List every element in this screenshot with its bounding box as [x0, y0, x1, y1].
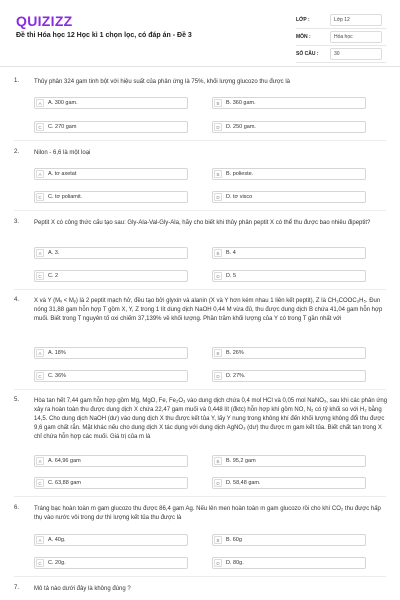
option-text: B. 60g [226, 537, 242, 543]
meta-label: SỐ CÂU : [296, 51, 319, 57]
question-text: Thủy phân 324 gam tinh bột với hiệu suất của phản ứng là 75%, khối lượng glucozo thu được là [34, 79, 291, 85]
question-divider [14, 140, 386, 141]
option-a[interactable] [34, 347, 188, 359]
option-b[interactable] [212, 455, 366, 467]
header-divider [0, 66, 400, 67]
question-divider [14, 496, 386, 497]
option-letter: C [36, 123, 44, 131]
class-field [330, 14, 382, 26]
option-a[interactable] [34, 168, 188, 180]
option-text: C. 270 gam [48, 124, 77, 130]
option-letter: D [214, 123, 222, 131]
option-text: D. 27%. [226, 373, 246, 379]
meta-label: MÔN : [296, 34, 311, 40]
option-d[interactable] [212, 191, 366, 203]
question-text: X và Y (Mₓ < Mᵧ) là 2 peptit mạch hở, đều tạo bởi glyxin và alanin (X và Y hơn kém nhau 1 liên kết peptit), Z là CH₃COOC₃H₅. Đun nóng 31,88 gam hỗn hợp T gồm X, Y, Z trong 1 lít dung dịch NaOH 0,44 M vừa đủ, thu được dung dịch B chứa 41,04 gam hỗn hợp muối. Biết trong T nguyên tố oxi chiếm 37,139% về khối lượng. Phần trăm khối lượng của Y có trong T gần nhất với [34, 298, 383, 322]
question-number: 4. [14, 297, 20, 303]
option-text: B. polieste. [226, 171, 254, 177]
option-d[interactable] [212, 477, 366, 489]
meta-value: 30 [334, 51, 340, 57]
option-letter: C [36, 193, 44, 201]
question-text: Nilon - 6,6 là một loại [34, 150, 91, 156]
option-letter: D [214, 272, 222, 280]
option-a[interactable] [34, 247, 188, 259]
meta-row-class [296, 12, 386, 29]
option-text: C. 63,88 gam [48, 480, 82, 486]
option-c[interactable] [34, 370, 188, 382]
option-letter: B [214, 249, 222, 257]
option-text: A. 18% [48, 350, 66, 356]
option-text: B. 4 [226, 250, 236, 256]
option-letter: C [36, 372, 44, 380]
meta-row-count [296, 46, 386, 63]
option-letter: A [36, 349, 44, 357]
option-letter: B [214, 536, 222, 544]
option-b[interactable] [212, 534, 366, 546]
option-b[interactable] [212, 97, 366, 109]
meta-label: LỚP : [296, 17, 310, 23]
option-letter: B [214, 170, 222, 178]
option-c[interactable] [34, 121, 188, 133]
option-a[interactable] [34, 534, 188, 546]
question-number: 6. [14, 505, 20, 511]
question-number: 2. [14, 149, 20, 155]
option-d[interactable] [212, 121, 366, 133]
option-d[interactable] [212, 557, 366, 569]
meta-value: Hóa học [334, 34, 353, 40]
option-letter: A [36, 536, 44, 544]
header [0, 0, 400, 64]
option-letter: A [36, 99, 44, 107]
option-text: B. 26% [226, 350, 244, 356]
subject-field [330, 31, 382, 43]
question-text: Hòa tan hết 7,44 gam hỗn hợp gồm Mg, MgO, Fe, Fe₂O₃ vào dung dịch chứa 0,4 mol HCl và 0,05 mol NaNO₃, sau khi các phản ứng xảy ra hoàn toàn thu được dung dịch X chứa 22,47 gam muối và 0,448 lít (đktc) hỗn hợp khí gồm NO, N₂ có tỷ khối so với H₂ bằng 14,5. Cho dung dịch NaOH (dư) vào dung dịch X thu được kết tủa Y, lấy Y nung trong không khí đến khối lượng không đổi thu được 9,6 gam chất rắn. Mặt khác nếu cho dung dịch X tác dụng với dung dịch AgNO₃ (dư) thu được m gam kết tủa. Biết chất tan trong X chỉ chứa hỗn hợp các muối. Giá trị của m là [34, 398, 388, 440]
meta-panel [296, 12, 386, 63]
option-letter: A [36, 457, 44, 465]
option-text: D. 58,48 gam. [226, 480, 261, 486]
question-number: 3. [14, 219, 20, 225]
option-letter: D [214, 479, 222, 487]
question-text: Mô tả nào dưới đây là không đúng ? [34, 586, 131, 592]
option-c[interactable] [34, 557, 188, 569]
option-c[interactable] [34, 477, 188, 489]
quizizz-logo: QUIZIZZ [16, 13, 73, 29]
option-text: C. 36% [48, 373, 67, 379]
meta-value: Lớp 12 [334, 17, 350, 23]
option-letter: B [214, 457, 222, 465]
question-count-field [330, 48, 382, 60]
question-text: Peptit X có công thức cấu tạo sau: Gly-Ala-Val-Gly-Ala, hãy cho biết khi thủy phân peptit X có thể thu được bao nhiêu đipeptit? [34, 220, 371, 226]
option-d[interactable] [212, 270, 366, 282]
question-number: 7. [14, 585, 20, 591]
option-b[interactable] [212, 247, 366, 259]
option-letter: A [36, 170, 44, 178]
question-number: 1. [14, 78, 20, 84]
option-letter: B [214, 349, 222, 357]
option-a[interactable] [34, 455, 188, 467]
page-title: Đề thi Hóa học 12 Học kì 1 chọn lọc, có đáp án - Đề 3 [16, 32, 192, 39]
option-c[interactable] [34, 191, 188, 203]
option-letter: D [214, 559, 222, 567]
question-divider [14, 289, 386, 290]
question-text: Tráng bạc hoàn toàn m gam glucozo thu được 86,4 gam Ag. Nếu lên men hoàn toàn m gam glucozo rồi cho khí CO₂ thu được hấp thụ vào nước vôi trong dư thì lượng kết tủa thu được là [34, 506, 381, 521]
option-b[interactable] [212, 168, 366, 180]
option-text: D. 250 gam. [226, 124, 256, 130]
question-divider [14, 389, 386, 390]
option-a[interactable] [34, 97, 188, 109]
option-text: C. tơ poliamit. [48, 194, 83, 200]
option-letter: B [214, 99, 222, 107]
option-text: D. tơ visco [226, 194, 253, 200]
option-text: B. 95,2 gam [226, 458, 256, 464]
question-number: 5. [14, 397, 20, 403]
option-text: B. 360 gam. [226, 100, 256, 106]
option-letter: A [36, 249, 44, 257]
option-letter: C [36, 272, 44, 280]
option-b[interactable] [212, 347, 366, 359]
option-text: A. 3. [48, 250, 60, 256]
option-letter: C [36, 479, 44, 487]
option-letter: D [214, 193, 222, 201]
question-divider [14, 210, 386, 211]
option-text: A. 64,96 gam [48, 458, 81, 464]
option-text: A. 40g. [48, 537, 66, 543]
option-letter: C [36, 559, 44, 567]
meta-row-subject [296, 29, 386, 46]
option-text: C. 20g. [48, 560, 66, 566]
option-text: D. 80g. [226, 560, 244, 566]
option-text: C. 2 [48, 273, 59, 279]
option-d[interactable] [212, 370, 366, 382]
option-text: A. 300 gam. [48, 100, 78, 106]
option-letter: D [214, 372, 222, 380]
option-text: D. 5 [226, 273, 237, 279]
option-text: A. tơ axetat [48, 171, 77, 177]
question-divider [14, 576, 386, 577]
option-c[interactable] [34, 270, 188, 282]
